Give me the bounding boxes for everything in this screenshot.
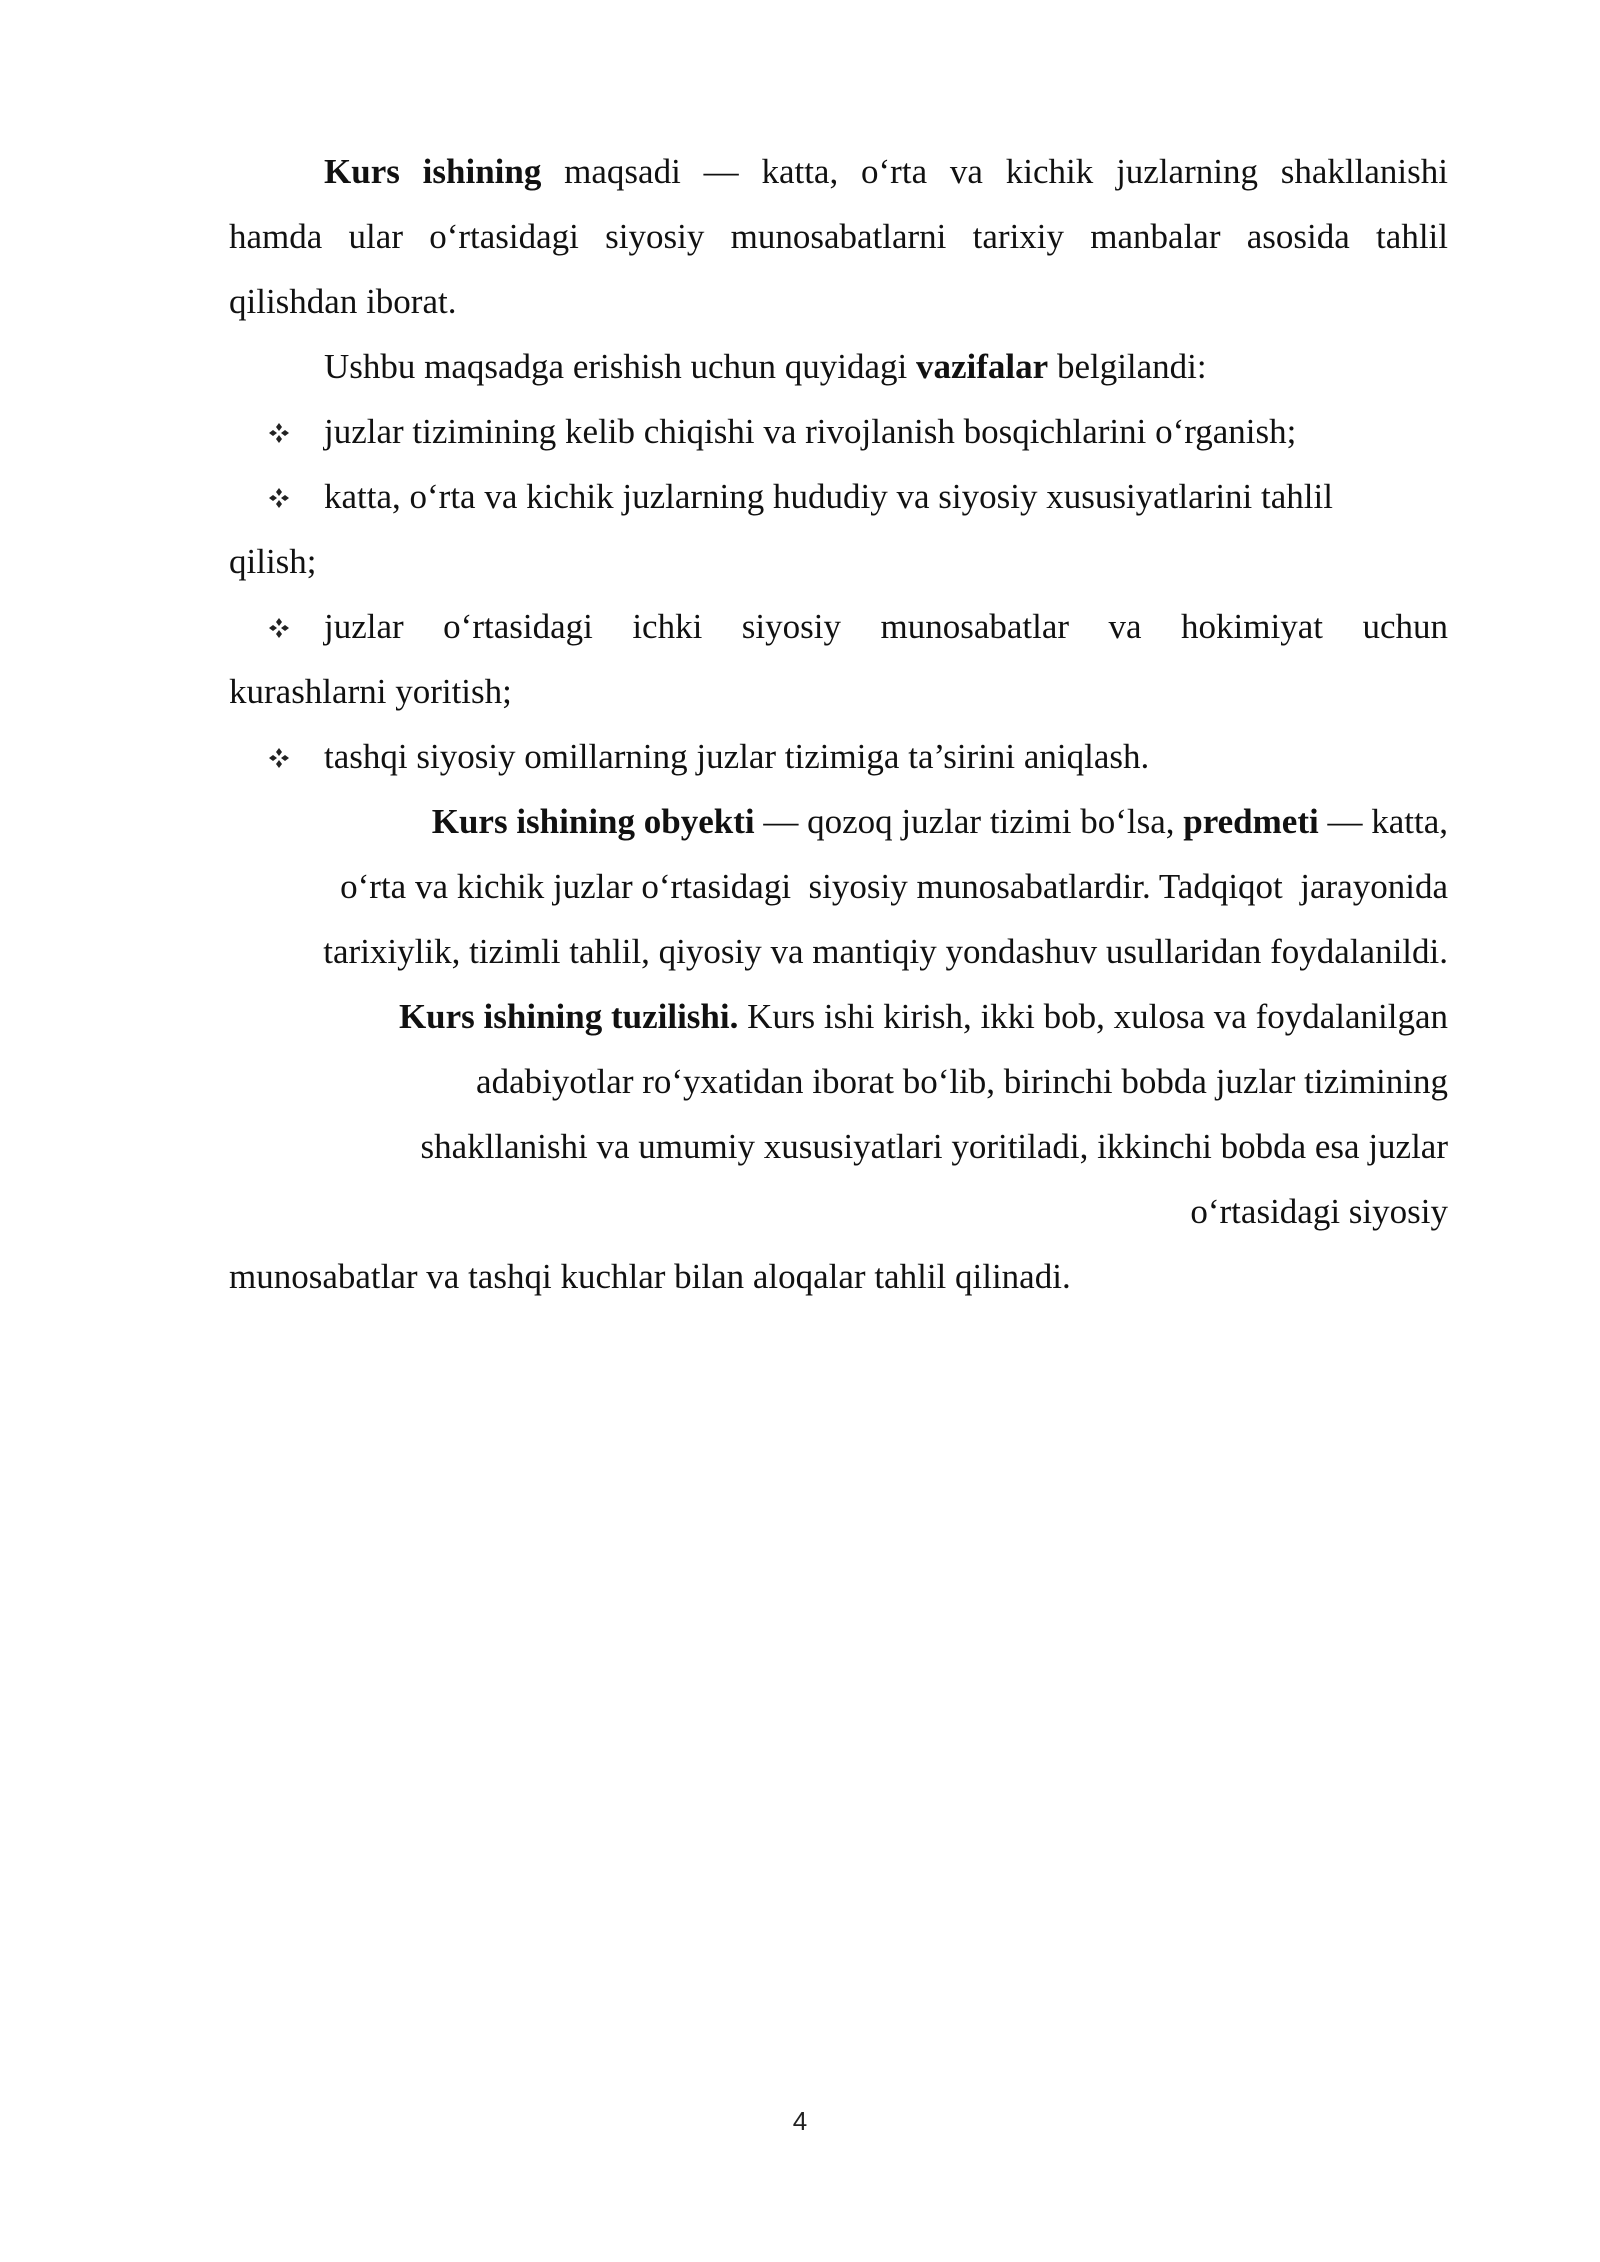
paragraph-4-line-1	[229, 997, 1448, 1037]
paragraph-1-bold-lead: Kurs ishining	[324, 152, 542, 191]
paragraph-2-bold: vazifalar	[916, 347, 1049, 386]
task-list-item-2-line-2: qilish;	[229, 542, 317, 581]
paragraph-3-line-3: tarixiylik, tizimli tahlil, qiyosiy va mantiqiy yondashuv usullaridan foydalanildi.	[323, 932, 1448, 971]
task-list-item-3-line-1: juzlar o‘rtasidagi ichki siyosiy munosabatlar va hokimiyat uchun	[324, 607, 1448, 646]
paragraph-3-bold-subject: predmeti	[1183, 802, 1319, 841]
paragraph-3-text-2: — katta,	[1318, 802, 1448, 841]
paragraph-1-line-2: hamda ular o‘rtasidagi siyosiy munosabatlarni tarixiy manbalar asosida tahlil	[229, 217, 1448, 256]
four-diamond-bullet-icon	[268, 617, 290, 639]
paragraph-1-line-1	[324, 152, 1448, 192]
paragraph-4-bold-lead: Kurs ishining tuzilishi.	[398, 997, 739, 1036]
paragraph-4-line-4: o‘rtasidagi siyosiy	[1190, 1192, 1448, 1231]
four-diamond-bullet-icon	[268, 487, 290, 509]
four-diamond-bullet-icon	[268, 747, 290, 769]
task-list-item-1: juzlar tizimining kelib chiqishi va rivojlanish bosqichlarini o‘rganish;	[324, 412, 1297, 451]
paragraph-4-line-1-text: Kurs ishi kirish, ikki bob, xulosa va foydalanilgan	[738, 997, 1448, 1036]
paragraph-4-line-2: adabiyotlar ro‘yxatidan iborat bo‘lib, birinchi bobda juzlar tizimining	[476, 1062, 1448, 1101]
paragraph-2	[324, 347, 1207, 387]
paragraph-1-line-1-text: maqsadi — katta, o‘rta va kichik juzlarning shakllanishi	[541, 152, 1448, 191]
paragraph-3-line-1	[229, 802, 1448, 842]
paragraph-3-line-2: o‘rta va kichik juzlar o‘rtasidagi siyosiy munosabatlardir. Tadqiqot jarayonida	[340, 867, 1448, 906]
paragraph-1-line-3: qilishdan iborat.	[229, 282, 457, 321]
task-list-item-2-line-1: katta, o‘rta va kichik juzlarning hududiy va siyosiy xususiyatlarini tahlil	[324, 477, 1333, 516]
task-list-item-4: tashqi siyosiy omillarning juzlar tizimiga ta’sirini aniqlash.	[324, 737, 1150, 776]
paragraph-3-bold-object: Kurs ishining obyekti	[431, 802, 755, 841]
four-diamond-bullet-icon	[268, 422, 290, 444]
page-number: 4	[792, 2106, 808, 2136]
paragraph-4-line-5: munosabatlar va tashqi kuchlar bilan aloqalar tahlil qilinadi.	[229, 1257, 1071, 1296]
paragraph-4-line-3: shakllanishi va umumiy xususiyatlari yoritiladi, ikkinchi bobda esa juzlar	[420, 1127, 1448, 1166]
paragraph-2-text-before: Ushbu maqsadga erishish uchun quyidagi	[324, 347, 916, 386]
paragraph-2-text-after: belgilandi:	[1048, 347, 1207, 386]
paragraph-3-text-1: — qozoq juzlar tizimi bo‘lsa,	[754, 802, 1184, 841]
task-list-item-3-line-2: kurashlarni yoritish;	[229, 672, 512, 711]
